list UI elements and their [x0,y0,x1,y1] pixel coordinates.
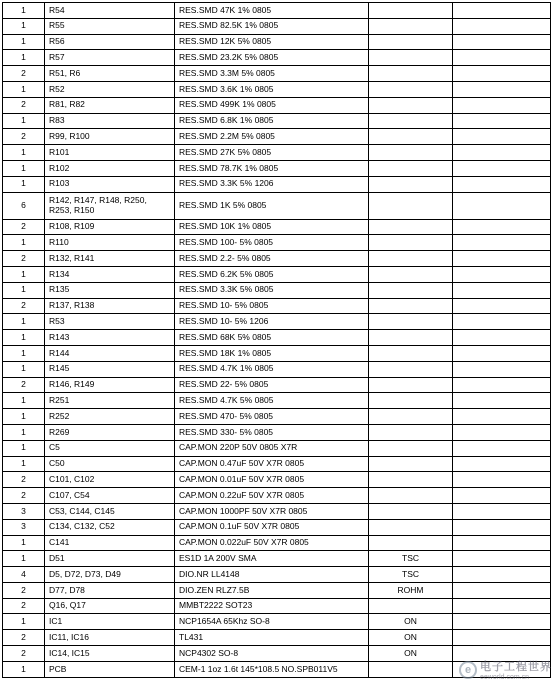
table-row [3,113,551,129]
reference-cell: IC1 [45,614,175,630]
note-cell [453,535,551,551]
quantity-cell: 2 [3,66,45,82]
manufacturer-cell [369,145,453,161]
reference-cell: R269 [45,424,175,440]
manufacturer-cell [369,424,453,440]
quantity-cell: 1 [3,409,45,425]
description-cell: RES.SMD 22- 5% 0805 [175,377,369,393]
note-cell [453,3,551,19]
note-cell [453,192,551,219]
note-cell [453,219,551,235]
description-cell: DIO.NR LL4148 [175,567,369,583]
quantity-cell: 4 [3,567,45,583]
table-row [3,3,551,19]
description-cell: RES.SMD 27K 5% 0805 [175,145,369,161]
manufacturer-cell: TSC [369,567,453,583]
quantity-cell: 2 [3,129,45,145]
manufacturer-cell [369,50,453,66]
description-cell: RES.SMD 23.2K 5% 0805 [175,50,369,66]
table-row [3,235,551,251]
manufacturer-cell [369,18,453,34]
reference-cell: C53, C144, C145 [45,503,175,519]
note-cell [453,519,551,535]
table-row [3,97,551,113]
manufacturer-cell [369,393,453,409]
manufacturer-cell [369,440,453,456]
note-cell [453,488,551,504]
note-cell [453,97,551,113]
reference-cell: R54 [45,3,175,19]
quantity-cell: 1 [3,345,45,361]
reference-cell: C101, C102 [45,472,175,488]
note-cell [453,440,551,456]
reference-cell: R252 [45,409,175,425]
description-cell: RES.SMD 82.5K 1% 0805 [175,18,369,34]
table-row [3,266,551,282]
quantity-cell: 1 [3,176,45,192]
watermark [459,658,552,681]
manufacturer-cell [369,160,453,176]
description-cell: RES.SMD 3.6K 1% 0805 [175,81,369,97]
note-cell [453,582,551,598]
manufacturer-cell: ON [369,630,453,646]
reference-cell: D5, D72, D73, D49 [45,567,175,583]
quantity-cell: 1 [3,145,45,161]
reference-cell: R57 [45,50,175,66]
quantity-cell: 1 [3,361,45,377]
manufacturer-cell [369,34,453,50]
reference-cell: IC14, IC15 [45,646,175,662]
description-cell: RES.SMD 10- 5% 0805 [175,298,369,314]
quantity-cell: 1 [3,34,45,50]
manufacturer-cell [369,409,453,425]
table-row [3,282,551,298]
table-row [3,440,551,456]
description-cell: RES.SMD 330- 5% 0805 [175,424,369,440]
reference-cell: R52 [45,81,175,97]
manufacturer-cell [369,503,453,519]
reference-cell: R56 [45,34,175,50]
manufacturer-cell [369,235,453,251]
reference-cell: R99, R100 [45,129,175,145]
table-row [3,535,551,551]
note-cell [453,567,551,583]
quantity-cell: 2 [3,488,45,504]
quantity-cell: 1 [3,160,45,176]
manufacturer-cell [369,219,453,235]
table-row [3,409,551,425]
quantity-cell: 1 [3,535,45,551]
reference-cell: C141 [45,535,175,551]
table-row [3,251,551,267]
description-cell: RES.SMD 47K 1% 0805 [175,3,369,19]
table-row [3,472,551,488]
note-cell [453,176,551,192]
quantity-cell: 1 [3,81,45,97]
quantity-cell: 2 [3,646,45,662]
description-cell: MMBT2222 SOT23 [175,598,369,614]
manufacturer-cell [369,251,453,267]
note-cell [453,424,551,440]
reference-cell: R137, R138 [45,298,175,314]
description-cell: CAP.MON 0.01uF 50V X7R 0805 [175,472,369,488]
note-cell [453,377,551,393]
watermark-text [480,658,552,681]
watermark-title: 电子工程世界 [480,661,552,673]
quantity-cell: 2 [3,472,45,488]
description-cell: RES.SMD 100- 5% 0805 [175,235,369,251]
quantity-cell: 2 [3,298,45,314]
description-cell: RES.SMD 12K 5% 0805 [175,34,369,50]
description-cell: CAP.MON 0.1uF 50V X7R 0805 [175,519,369,535]
description-cell: RES.SMD 2.2M 5% 0805 [175,129,369,145]
table-row [3,18,551,34]
reference-cell: C134, C132, C52 [45,519,175,535]
manufacturer-cell [369,377,453,393]
manufacturer-cell [369,3,453,19]
reference-cell: R144 [45,345,175,361]
table-row [3,345,551,361]
description-cell: DIO.ZEN RLZ7.5B [175,582,369,598]
description-cell: RES.SMD 3.3K 5% 0805 [175,282,369,298]
reference-cell: R101 [45,145,175,161]
bom-table-body [3,3,551,678]
table-row [3,567,551,583]
table-row [3,630,551,646]
note-cell [453,409,551,425]
manufacturer-cell [369,488,453,504]
description-cell: NCP4302 SO-8 [175,646,369,662]
note-cell [453,614,551,630]
quantity-cell: 1 [3,551,45,567]
quantity-cell: 1 [3,266,45,282]
note-cell [453,393,551,409]
manufacturer-cell [369,472,453,488]
description-cell: RES.SMD 499K 1% 0805 [175,97,369,113]
table-row [3,129,551,145]
manufacturer-cell [369,298,453,314]
description-cell: RES.SMD 68K 5% 0805 [175,330,369,346]
manufacturer-cell [369,598,453,614]
table-row [3,488,551,504]
quantity-cell: 2 [3,97,45,113]
description-cell: RES.SMD 3.3K 5% 1206 [175,176,369,192]
reference-cell: IC11, IC16 [45,630,175,646]
reference-cell: R251 [45,393,175,409]
watermark-url: eeworld.com.cn [480,674,530,681]
description-cell: RES.SMD 6.8K 1% 0805 [175,113,369,129]
quantity-cell: 2 [3,582,45,598]
manufacturer-cell [369,266,453,282]
table-row [3,424,551,440]
note-cell [453,129,551,145]
table-row [3,176,551,192]
quantity-cell: 1 [3,113,45,129]
table-row [3,298,551,314]
quantity-cell: 2 [3,219,45,235]
reference-cell: R81, R82 [45,97,175,113]
table-row [3,145,551,161]
note-cell [453,235,551,251]
manufacturer-cell [369,661,453,677]
reference-cell: R53 [45,314,175,330]
reference-cell: C5 [45,440,175,456]
manufacturer-cell: TSC [369,551,453,567]
bom-table [2,2,551,678]
table-row [3,330,551,346]
reference-cell: R55 [45,18,175,34]
description-cell: CAP.MON 0.47uF 50V X7R 0805 [175,456,369,472]
description-cell: RES.SMD 4.7K 5% 0805 [175,393,369,409]
reference-cell: R83 [45,113,175,129]
note-cell [453,81,551,97]
reference-cell: R135 [45,282,175,298]
table-row [3,503,551,519]
manufacturer-cell [369,361,453,377]
reference-cell: R143 [45,330,175,346]
manufacturer-cell [369,330,453,346]
reference-cell: C107, C54 [45,488,175,504]
manufacturer-cell: ON [369,614,453,630]
description-cell: CEM-1 1oz 1.6t 145*108.5 NO.SPB011V5 [175,661,369,677]
note-cell [453,503,551,519]
reference-cell: R102 [45,160,175,176]
description-cell: CAP.MON 220P 50V 0805 X7R [175,440,369,456]
description-cell: RES.SMD 78.7K 1% 0805 [175,160,369,176]
note-cell [453,266,551,282]
manufacturer-cell [369,192,453,219]
note-cell [453,345,551,361]
note-cell [453,361,551,377]
quantity-cell: 1 [3,393,45,409]
note-cell [453,551,551,567]
reference-cell: Q16, Q17 [45,598,175,614]
description-cell: RES.SMD 10K 1% 0805 [175,219,369,235]
table-row [3,192,551,219]
note-cell [453,598,551,614]
note-cell [453,472,551,488]
manufacturer-cell [369,314,453,330]
note-cell [453,66,551,82]
reference-cell: R145 [45,361,175,377]
description-cell: TL431 [175,630,369,646]
table-row [3,551,551,567]
note-cell [453,282,551,298]
table-row [3,50,551,66]
manufacturer-cell [369,97,453,113]
table-row [3,582,551,598]
table-row [3,81,551,97]
quantity-cell: 2 [3,377,45,393]
manufacturer-cell [369,282,453,298]
quantity-cell: 2 [3,598,45,614]
quantity-cell: 1 [3,282,45,298]
quantity-cell: 1 [3,424,45,440]
description-cell: CAP.MON 0.22uF 50V X7R 0805 [175,488,369,504]
note-cell [453,18,551,34]
note-cell [453,50,551,66]
quantity-cell: 3 [3,503,45,519]
note-cell [453,314,551,330]
reference-cell: R132, R141 [45,251,175,267]
description-cell: ES1D 1A 200V SMA [175,551,369,567]
table-row [3,519,551,535]
description-cell: NCP1654A 65Khz SO-8 [175,614,369,630]
manufacturer-cell [369,66,453,82]
reference-cell: R103 [45,176,175,192]
note-cell [453,630,551,646]
manufacturer-cell [369,456,453,472]
reference-cell: R51, R6 [45,66,175,82]
description-cell: RES.SMD 4.7K 1% 0805 [175,361,369,377]
reference-cell: R134 [45,266,175,282]
manufacturer-cell [369,176,453,192]
quantity-cell: 1 [3,235,45,251]
quantity-cell: 3 [3,519,45,535]
table-row [3,393,551,409]
note-cell [453,330,551,346]
table-row [3,614,551,630]
note-cell [453,456,551,472]
note-cell [453,160,551,176]
manufacturer-cell [369,113,453,129]
reference-cell: C50 [45,456,175,472]
reference-cell: D51 [45,551,175,567]
quantity-cell: 1 [3,456,45,472]
description-cell: RES.SMD 3.3M 5% 0805 [175,66,369,82]
description-cell: RES.SMD 18K 1% 0805 [175,345,369,361]
table-row [3,66,551,82]
table-row [3,361,551,377]
table-row [3,34,551,50]
reference-cell: R146, R149 [45,377,175,393]
reference-cell: R110 [45,235,175,251]
quantity-cell: 1 [3,50,45,66]
quantity-cell: 1 [3,314,45,330]
manufacturer-cell [369,129,453,145]
description-cell: RES.SMD 2.2- 5% 0805 [175,251,369,267]
table-row [3,377,551,393]
note-cell [453,251,551,267]
quantity-cell: 1 [3,440,45,456]
manufacturer-cell [369,535,453,551]
table-row [3,160,551,176]
note-cell [453,298,551,314]
manufacturer-cell: ON [369,646,453,662]
description-cell: RES.SMD 1K 5% 0805 [175,192,369,219]
note-cell [453,113,551,129]
table-row [3,219,551,235]
reference-cell: D77, D78 [45,582,175,598]
description-cell: RES.SMD 470- 5% 0805 [175,409,369,425]
quantity-cell: 1 [3,330,45,346]
table-row [3,598,551,614]
description-cell: CAP.MON 0.022uF 50V X7R 0805 [175,535,369,551]
quantity-cell: 1 [3,3,45,19]
quantity-cell: 1 [3,661,45,677]
reference-cell: R142, R147, R148, R250, R253, R150 [45,192,175,219]
manufacturer-cell [369,345,453,361]
manufacturer-cell: ROHM [369,582,453,598]
description-cell: CAP.MON 1000PF 50V X7R 0805 [175,503,369,519]
quantity-cell: 6 [3,192,45,219]
description-cell: RES.SMD 6.2K 5% 0805 [175,266,369,282]
quantity-cell: 2 [3,251,45,267]
e-logo-icon: e [459,661,477,679]
quantity-cell: 1 [3,614,45,630]
quantity-cell: 1 [3,18,45,34]
note-cell [453,34,551,50]
description-cell: RES.SMD 10- 5% 1206 [175,314,369,330]
table-row [3,314,551,330]
reference-cell: R108, R109 [45,219,175,235]
note-cell [453,145,551,161]
manufacturer-cell [369,519,453,535]
reference-cell: PCB [45,661,175,677]
table-row [3,456,551,472]
quantity-cell: 2 [3,630,45,646]
manufacturer-cell [369,81,453,97]
